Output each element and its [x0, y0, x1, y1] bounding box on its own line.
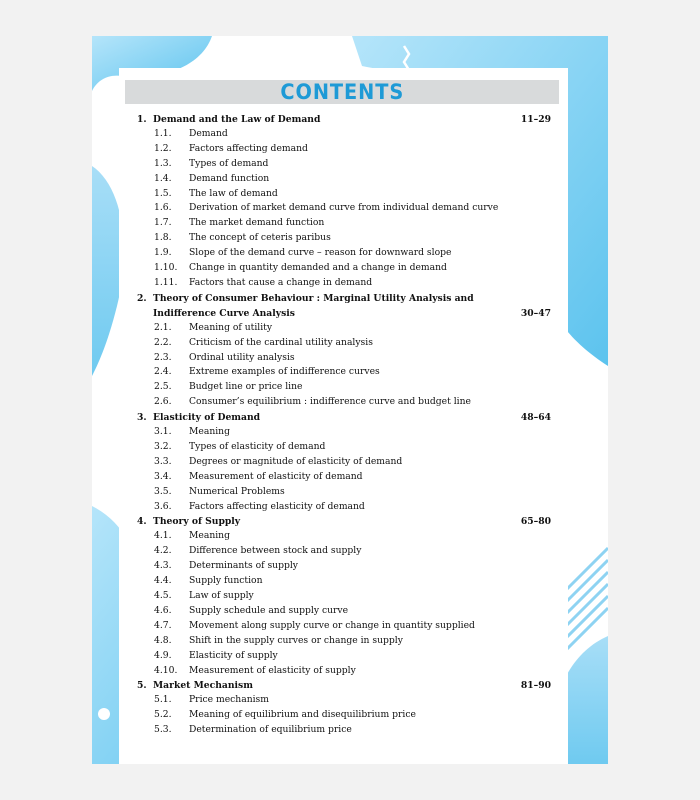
book-page	[92, 36, 608, 764]
section-row	[125, 559, 559, 574]
section-title: Factors affecting elasticity of demand	[189, 500, 365, 512]
chapter-heading	[125, 678, 559, 693]
section-number: 4.9.	[154, 649, 172, 661]
section-row	[125, 321, 559, 336]
section-number: 4.5.	[154, 590, 172, 602]
page-title: CONTENTS	[280, 80, 404, 104]
section-number: 1.11.	[154, 276, 178, 288]
chapter-heading	[125, 514, 559, 529]
section-number: 4.4.	[154, 575, 172, 587]
chapter-title: Demand and the Law of Demand	[153, 114, 321, 125]
section-title: Derivation of market demand curve from individual demand curve	[189, 202, 499, 214]
section-title: Types of demand	[189, 157, 269, 169]
section-row	[125, 380, 559, 395]
section-number: 3.2.	[154, 441, 172, 453]
section-number: 1.9.	[154, 247, 172, 259]
section-row	[125, 723, 559, 738]
section-number: 4.7.	[154, 619, 172, 631]
section-title: Shift in the supply curves or change in supply	[189, 634, 403, 646]
section-row	[125, 216, 559, 231]
chapter-title: Elasticity of Demand	[153, 412, 261, 424]
section-title: Types of elasticity of demand	[189, 441, 326, 453]
section-number: 4.6.	[154, 604, 172, 616]
chapter-number: 2.	[137, 292, 147, 304]
section-number: 2.3.	[154, 351, 172, 363]
section-row	[125, 708, 559, 723]
section-row	[125, 395, 559, 410]
section-number: 1.1.	[154, 128, 172, 139]
section-number: 3.5.	[154, 485, 172, 497]
title-bar	[125, 80, 559, 104]
section-number: 4.3.	[154, 560, 172, 572]
chapter-title: Market Mechanism	[153, 680, 253, 692]
section-row	[125, 157, 559, 172]
contents-card	[119, 68, 568, 764]
section-title: Law of supply	[189, 590, 254, 602]
section-title: Meaning	[189, 426, 230, 438]
chapter-pages: 81–90	[520, 680, 551, 692]
section-title: Degrees or magnitude of elasticity of demand	[189, 455, 403, 467]
section-number: 1.7.	[154, 217, 172, 229]
table-of-contents	[125, 112, 559, 738]
section-title: Difference between stock and supply	[189, 545, 362, 557]
section-number: 2.5.	[154, 381, 172, 393]
section-row	[125, 246, 559, 261]
chapter-title-line2: Indifference Curve Analysis	[153, 307, 295, 319]
section-number: 3.6.	[154, 500, 172, 512]
section-number: 5.2.	[154, 709, 172, 721]
section-number: 4.8.	[154, 634, 172, 646]
section-number: 1.10.	[154, 262, 178, 274]
section-row	[125, 544, 559, 559]
chapter-pages: 30–47	[520, 307, 551, 319]
section-title: Determination of equilibrium price	[189, 724, 352, 736]
chapter-heading	[125, 291, 559, 321]
section-row	[125, 276, 559, 291]
section-number: 4.2.	[154, 545, 172, 557]
section-title: Consumer’s equilibrium : indifference curve and budget line	[189, 396, 471, 408]
section-number: 1.5.	[154, 187, 172, 199]
chapter-pages: 11–29	[520, 114, 551, 125]
section-title: Factors that cause a change in demand	[189, 276, 373, 288]
section-title: The market demand function	[189, 217, 325, 229]
section-row	[125, 589, 559, 604]
section-title: Movement along supply curve or change in quantity supplied	[189, 619, 475, 631]
section-number: 5.3.	[154, 724, 172, 736]
section-title: Elasticity of supply	[189, 649, 278, 661]
section-title: Measurement of elasticity of supply	[189, 664, 356, 676]
section-row	[125, 500, 559, 515]
chapter-title: Theory of Supply	[153, 516, 241, 528]
section-row	[125, 664, 559, 679]
section-title: Meaning	[189, 530, 230, 542]
section-title: Change in quantity demanded and a change in demand	[189, 262, 447, 274]
section-row	[125, 231, 559, 246]
section-number: 4.10.	[154, 664, 178, 676]
section-title: Measurement of elasticity of demand	[189, 470, 363, 482]
section-number: 2.2.	[154, 336, 172, 348]
section-row	[125, 365, 559, 380]
section-title: Meaning of utility	[189, 321, 273, 333]
section-row	[125, 336, 559, 351]
section-row	[125, 455, 559, 470]
section-row	[125, 634, 559, 649]
section-title: Price mechanism	[189, 694, 269, 706]
chapter-title: Theory of Consumer Behaviour : Marginal Utility Analysis and	[153, 292, 474, 304]
section-title: Numerical Problems	[189, 485, 285, 497]
section-row	[125, 574, 559, 589]
section-row	[125, 529, 559, 544]
section-row	[125, 604, 559, 619]
section-title: Determinants of supply	[189, 560, 298, 572]
section-row	[125, 261, 559, 276]
section-row	[125, 187, 559, 202]
section-title: Demand	[189, 128, 228, 139]
section-title: Supply function	[189, 575, 263, 587]
section-row	[125, 172, 559, 187]
section-title: Extreme examples of indifference curves	[189, 366, 380, 378]
section-number: 2.4.	[154, 366, 172, 378]
chapter-number: 4.	[137, 516, 147, 528]
chapter-number: 3.	[137, 412, 147, 424]
section-title: Slope of the demand curve – reason for downward slope	[189, 247, 452, 259]
section-number: 1.3.	[154, 157, 172, 169]
section-number: 3.3.	[154, 455, 172, 467]
section-row	[125, 693, 559, 708]
section-number: 3.4.	[154, 470, 172, 482]
section-number: 1.8.	[154, 232, 172, 244]
section-row	[125, 201, 559, 216]
section-title: Criticism of the cardinal utility analysis	[189, 336, 373, 348]
section-title: Budget line or price line	[189, 381, 303, 393]
section-title: Supply schedule and supply curve	[189, 604, 349, 616]
section-number: 3.1.	[154, 426, 172, 438]
chapter-pages: 65–80	[520, 516, 551, 528]
section-row	[125, 127, 559, 142]
section-number: 1.4.	[154, 172, 172, 184]
section-title: Factors affecting demand	[189, 142, 308, 154]
section-number: 1.6.	[154, 202, 172, 214]
section-row	[125, 470, 559, 485]
circle-bottom-left	[98, 708, 110, 720]
chapter-number: 5.	[137, 680, 147, 692]
chapter-pages: 48–64	[520, 412, 551, 424]
section-number: 5.1.	[154, 694, 172, 706]
chapter-heading	[125, 410, 559, 425]
section-row	[125, 649, 559, 664]
section-row	[125, 142, 559, 157]
section-title: The concept of ceteris paribus	[189, 232, 331, 244]
section-row	[125, 485, 559, 500]
chapter-heading	[125, 112, 559, 127]
section-number: 2.6.	[154, 396, 172, 408]
section-number: 1.2.	[154, 142, 172, 154]
section-title: Demand function	[189, 172, 270, 184]
section-number: 2.1.	[154, 321, 172, 333]
section-row	[125, 351, 559, 366]
section-title: The law of demand	[189, 187, 278, 199]
section-number: 4.1.	[154, 530, 172, 542]
section-row	[125, 619, 559, 634]
section-title: Meaning of equilibrium and disequilibrium price	[189, 709, 416, 721]
section-row	[125, 440, 559, 455]
chapter-number: 1.	[137, 114, 147, 125]
section-title: Ordinal utility analysis	[189, 351, 295, 363]
section-row	[125, 425, 559, 440]
